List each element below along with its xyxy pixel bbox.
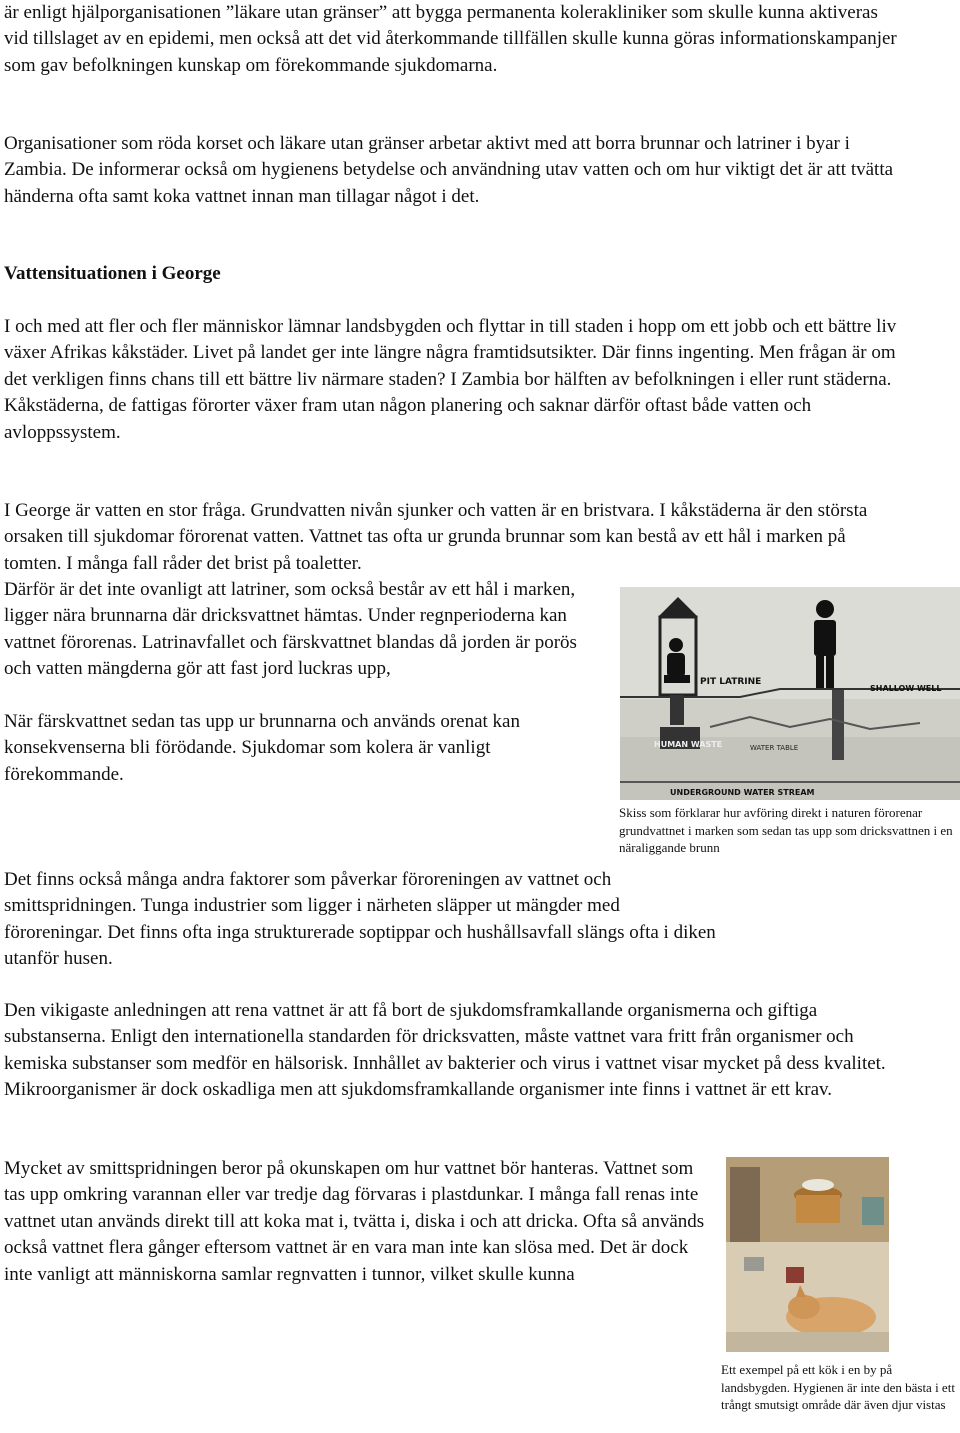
paragraph-consequences: När färskvattnet sedan tas upp ur brunnarna och används orenat kan konsekvenserna bli förödande. Sjukdomar som kolera är vanligt förekommande.	[4, 711, 520, 785]
paragraph-handling: Mycket av smittspridningen beror på okunskapen om hur vattnet bör hanteras. Vattnet som tas upp omkring varannan eller var tredje dag förvaras i plastdunkar. I många fall renas inte vattnet utan används direkt till att koka mat i, tvätta i, diska i och att dricka. Ofta så används också vattnet flera gånger eftersom vattnet är en vara man inte kan slösa med. Det är dock inte vanligt att människorna samlar regnvatten i tunnor, vilket skulle kunna	[4, 1158, 705, 1285]
village-kitchen-photo	[726, 1157, 889, 1352]
human-waste-label: HUMAN WASTE	[654, 740, 723, 749]
kitchen-photo-drawing	[726, 1157, 889, 1352]
paragraph-urbanisation: I och med att fler och fler människor lämnar landsbygden och flyttar in till staden i hopp om ett jobb och ett bättre liv växer Afrikas kåkstäder. Livet på landet ger inte längre några framtidsutsikter. Där finns ingenting. Men frågan är om det verkligen finns chans till ett bättre liv närmare staden? I Zambia bor hälften av befolkningen i eller runt städerna. Kåkstäderna, de fattigas förorter växer fram utan någon planering och saknar därför oftast både vatten och avloppssystem.	[4, 316, 897, 443]
latrine-well-sketch	[620, 587, 960, 800]
underground-stream-label: UNDERGROUND WATER STREAM	[670, 788, 815, 797]
kitchen-caption: Ett exempel på ett kök i en by på landsbygden. Hygienen är inte den bästa i ett trångt smutsigt område där även djur vistas	[721, 1362, 955, 1413]
paragraph-other-factors: Det finns också många andra faktorer som påverkar föroreningen av vattnet och smittspridningen. Tunga industrier som ligger i närheten släpper ut mängder med föroreningar. Det finns ofta inga strukturerade soptippar och hushållsavfall slängs ofta i diken utanför husen.	[4, 869, 716, 970]
paragraph-intro: är enligt hjälporganisationen ”läkare utan gränser” att bygga permanenta kolerakliniker som skulle kunna aktiveras vid tillslaget av en epidemi, men också att det vid återkommande tillfällen skulle kunna göras informationskampanjer som gav befolkningen kunskap om förekommande sjukdomarna.	[4, 2, 897, 76]
pit-latrine-label: PIT LATRINE	[700, 677, 762, 687]
sketch-caption: Skiss som förklarar hur avföring direkt i naturen förorenar grundvattnet i marken som sedan tas upp som dricksvattnen i en näraliggande brunn	[619, 805, 953, 856]
paragraph-organisations: Organisationer som röda korset och läkare utan gränser arbetar aktivt med att borra brunnar och latriner i byar i Zambia. De informerar också om hygienens betydelse och användning utav vatten och om hur viktigt det är att tvätta händerna ofta samt koka vattnet innan man tillagar något i det.	[4, 133, 894, 207]
latrine-sketch-drawing	[620, 587, 960, 800]
paragraph-purification: Den vikigaste anledningen att rena vattnet är att få bort de sjukdomsframkallande organismerna och giftiga substanserna. Enligt den internationella standarden för dricksvatten, måste vattnet vara fritt från organismer och kemiska substanser som medför en hälsorisk. Innhållet av bakterier och virus i vattnet visar mycket på dess kvalitet. Mikroorganismer är dock oskadliga men att sjukdomsframkallande organismer inte finns i vattnet är ett krav.	[4, 1000, 886, 1101]
paragraph-george-water: I George är vatten en stor fråga. Grundvatten nivån sjunker och vatten är en bristvara. I kåkstäderna är den största orsaken till sjukdomar förorenat vatten. Vattnet tas ofta ur grunda brunnar som kan bestå av ett hål i marken på tomten. I många fall råder det brist på toaletter.	[4, 500, 868, 574]
paragraph-latrines: Därför är det inte ovanligt att latriner, som också består av ett hål i marken, ligger nära brunnarna där dricksvattnet hämtas. Under regnperioderna kan vattnet förorenas. Latrinavfallet och färskvattnet blandas då jorden är porös och vatten mängderna gör att fast jord luckras upp,	[4, 579, 577, 680]
section-heading: Vattensituationen i George	[4, 263, 221, 284]
shallow-well-label: SHALLOW WELL	[870, 684, 942, 693]
water-table-label: WATER TABLE	[750, 744, 799, 752]
